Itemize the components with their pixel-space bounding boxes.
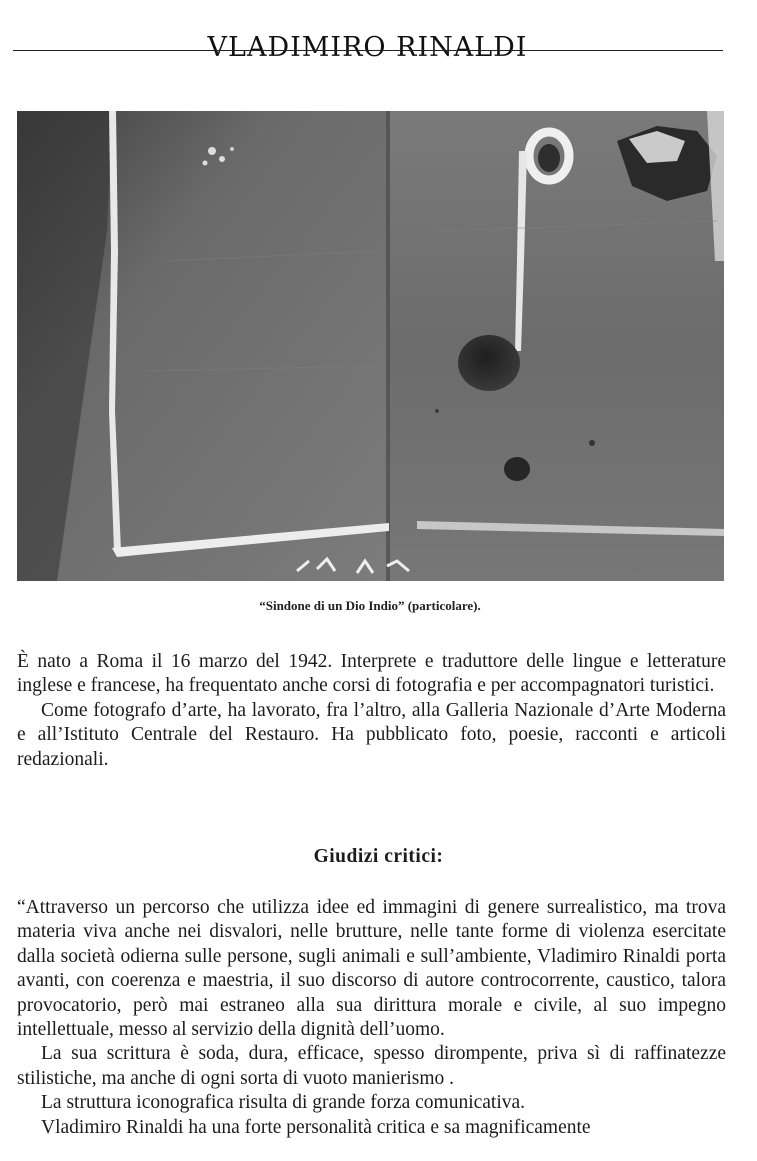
- artwork-photo: [17, 111, 724, 581]
- critique-paragraph: La struttura iconografica risulta di grande forza comunicativa.: [41, 1092, 526, 1114]
- page-title: VLADIMIRO RINALDI: [207, 32, 528, 64]
- biography: [17, 650, 726, 772]
- section-heading: Giudizi critici:: [313, 846, 444, 867]
- critique-paragraph: “Attraverso un percorso che utilizza idee ed immagini di genere surrealistico, ma trova materia viva anche nei disvalori, nelle brutture, nelle tante forme di violenza esercitate dalla società odierna sulle persone, sugli animali e sull’ambiente, Vladimiro Rinaldi porta avanti, con coerenza e maestria, il suo discorso di autore controcorrente, caustico, talora provocatorio, però mai estraneo alla sua dirittura morale e civile, al suo impegno intellettuale, messo al servizio della dignità dell’uomo.: [17, 897, 726, 1041]
- critique-text: [17, 896, 726, 1140]
- critique-paragraph: La sua scrittura è soda, dura, efficace, spesso dirompente, priva sì di raffinatezze stilistiche, ma anche di ogni sorta di vuoto manierismo .: [17, 1043, 726, 1089]
- artwork-caption: “Sindone di un Dio Indio” (particolare).: [259, 598, 481, 613]
- title-divider: [13, 50, 723, 51]
- biography-paragraph: Come fotografo d’arte, ha lavorato, fra l’altro, alla Galleria Nazionale d’Arte Moderna e all’Istituto Centrale del Restauro. Ha pubblicato foto, poesie, racconti e articoli redazionali.: [17, 699, 726, 770]
- critique-paragraph: Vladimiro Rinaldi ha una forte personalità critica e sa magnificamente: [41, 1116, 591, 1138]
- biography-paragraph: È nato a Roma il 16 marzo del 1942. Interprete e traduttore delle lingue e letterature inglese e francese, ha frequentato anche corsi di fotografia e per accompagnatori turistici.: [17, 651, 726, 697]
